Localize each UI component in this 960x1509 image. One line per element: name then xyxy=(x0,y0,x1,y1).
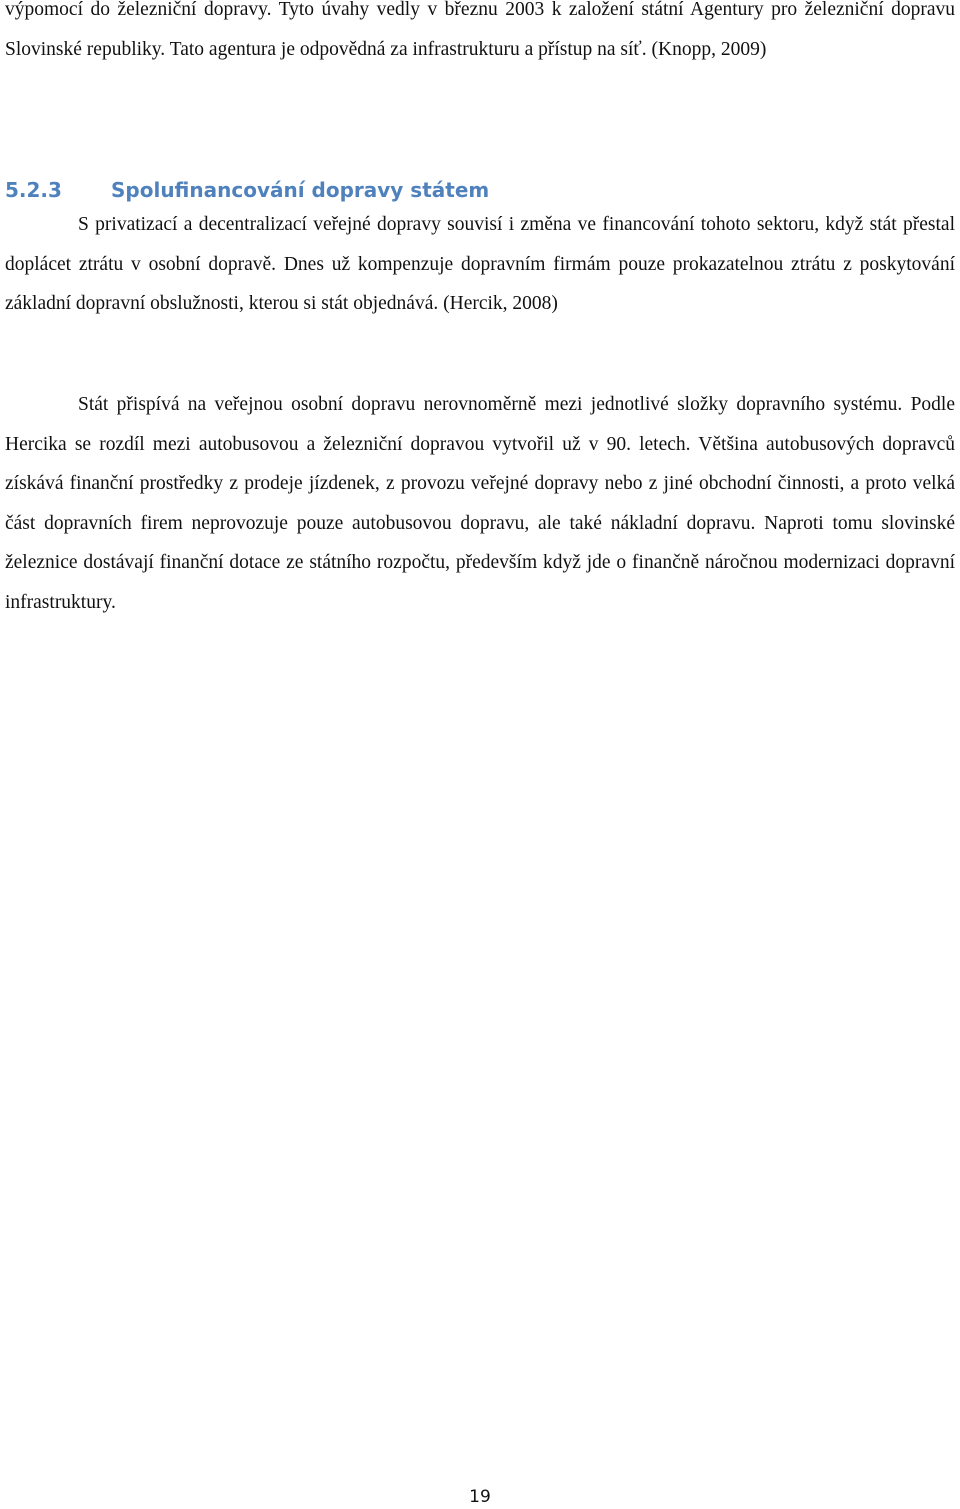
paragraph-intro-continuation: výpomocí do železniční dopravy. Tyto úvahy vedly v březnu 2003 k založení státní Agentury pro železniční dopravu Slovinské republiky. Tato agentura je odpovědná za infrastrukturu a přístup na síť. (Knopp, 2009) xyxy=(5,0,955,60)
section-title: Spolufinancování dopravy státem xyxy=(111,178,490,202)
paragraph-state-contribution: Stát přispívá na veřejnou osobní dopravu nerovnoměrně mezi jednotlivé složky dopravního systému. Podle Hercika se rozdíl mezi autobusovou a železniční dopravou vytvořil už v 90. letech. Většina autobusových dopravců získává finanční prostředky z prodeje jízdenek, z provozu veřejné dopravy nebo z jiné obchodní činnosti, a proto velká část dopravních firem neprovozuje pouze autobusovou dopravu, ale také nákladní dopravu. Naproti tomu slovinské železnice dostávají finanční dotace ze státního rozpočtu, především když jde o finančně náročnou modernizaci dopravní infrastruktury. xyxy=(5,394,955,613)
section-heading xyxy=(5,170,489,210)
section-number: 5.2.3 xyxy=(5,178,62,202)
paragraph-financing: S privatizací a decentralizací veřejné dopravy souvisí i změna ve financování tohoto sektoru, když stát přestal doplácet ztrátu v osobní dopravě. Dnes už kompenzuje dopravním firmám pouze prokazatelnou ztrátu z poskytování základní dopravní obslužnosti, kterou si stát objednává. (Hercik, 2008) xyxy=(5,214,955,314)
page-number: 19 xyxy=(469,1487,491,1507)
